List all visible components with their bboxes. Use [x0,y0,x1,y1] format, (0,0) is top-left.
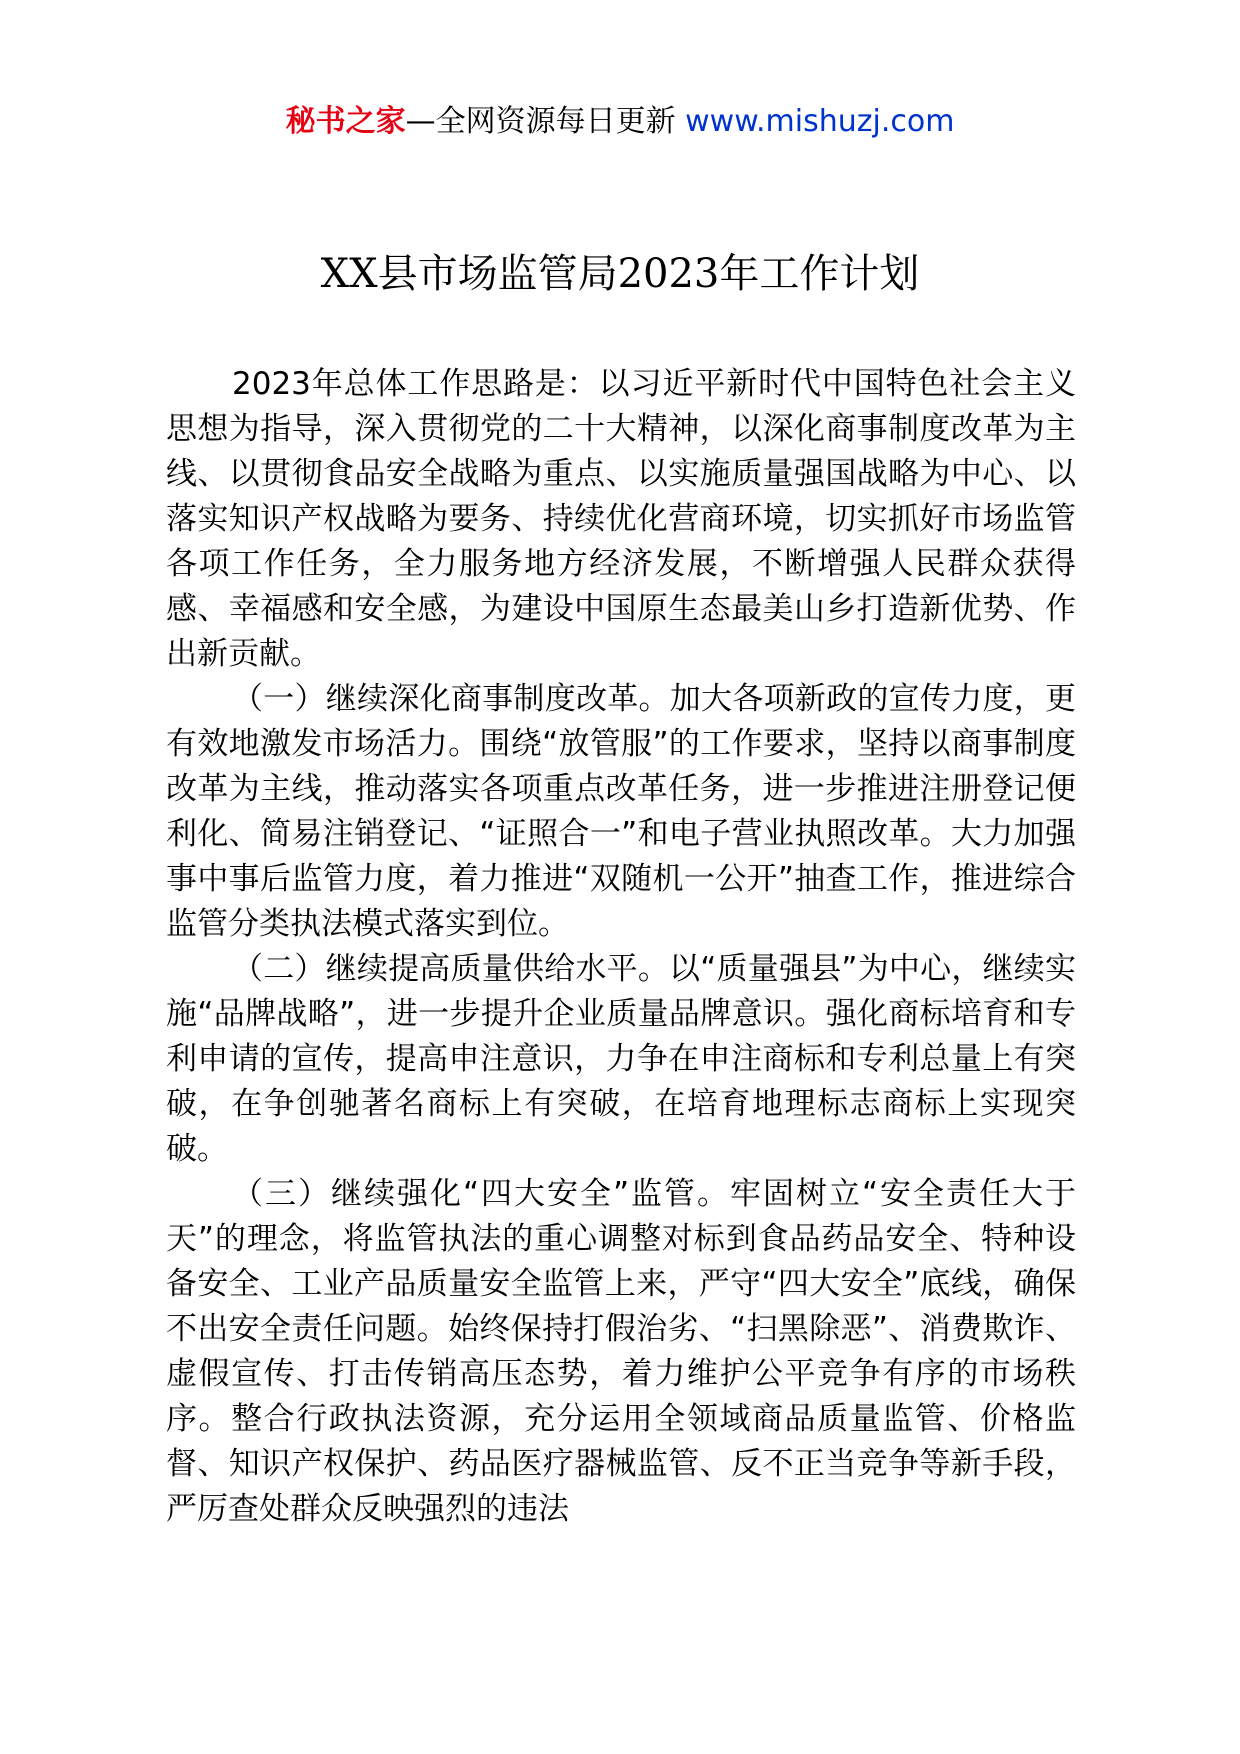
paragraph-section-2: （二）继续提高质量供给水平。以“质量强县”为中心，继续实施“品牌战略”，进一步提升企业质量品牌意识。强化商标培育和专利申请的宣传，提高申注意识，力争在申注商标和专利总量上有突破，在争创驰著名商标上有突破，在培育地理标志商标上实现突破。 [166,951,1076,1167]
document-body [166,362,1076,1532]
document-title: XX县市场监管局2023年工作计划 [320,251,920,297]
header-slogan: —全网资源每日更新 [405,104,686,139]
paragraph-section-1: （一）继续深化商事制度改革。加大各项新政的宣传力度，更有效地激发市场活力。围绕“放管服”的工作要求，坚持以商事制度改革为主线，推动落实各项重点改革任务，进一步推进注册登记便利化、简易注销登记、“证照合一”和电子营业执照改革。大力加强事中事后监管力度，着力推进“双随机一公开”抽查工作，推进综合监管分类执法模式落实到位。 [166,681,1076,942]
site-header [0,100,1240,144]
paragraph-intro: 2023年总体工作思路是：以习近平新时代中国特色社会主义思想为指导，深入贯彻党的二十大精神，以深化商事制度改革为主线、以贯彻食品安全战略为重点、以实施质量强国战略为中心、以落实知识产权战略为要务、持续优化营商环境，切实抓好市场监管各项工作任务，全力服务地方经济发展，不断增强人民群众获得感、幸福感和安全感，为建设中国原生态最美山乡打造新优势、作出新贡献。 [166,366,1076,672]
site-url[interactable]: www.mishuzj.com [685,104,955,139]
paragraph-section-3: （三）继续强化“四大安全”监管。牢固树立“安全责任大于天”的理念，将监管执法的重心调整对标到食品药品安全、特种设备安全、工业产品质量安全监管上来，严守“四大安全”底线，确保不出安全责任问题。始终保持打假治劣、“扫黑除恶”、消费欺诈、虚假宣传、打击传销高压态势，着力维护公平竞争有序的市场秩序。整合行政执法资源，充分运用全领域商品质量监管、价格监督、知识产权保护、药品医疗器械监管、反不正当竞争等新手段，严厉查处群众反映强烈的违法 [166,1176,1076,1527]
brand-name: 秘书之家 [285,104,406,139]
